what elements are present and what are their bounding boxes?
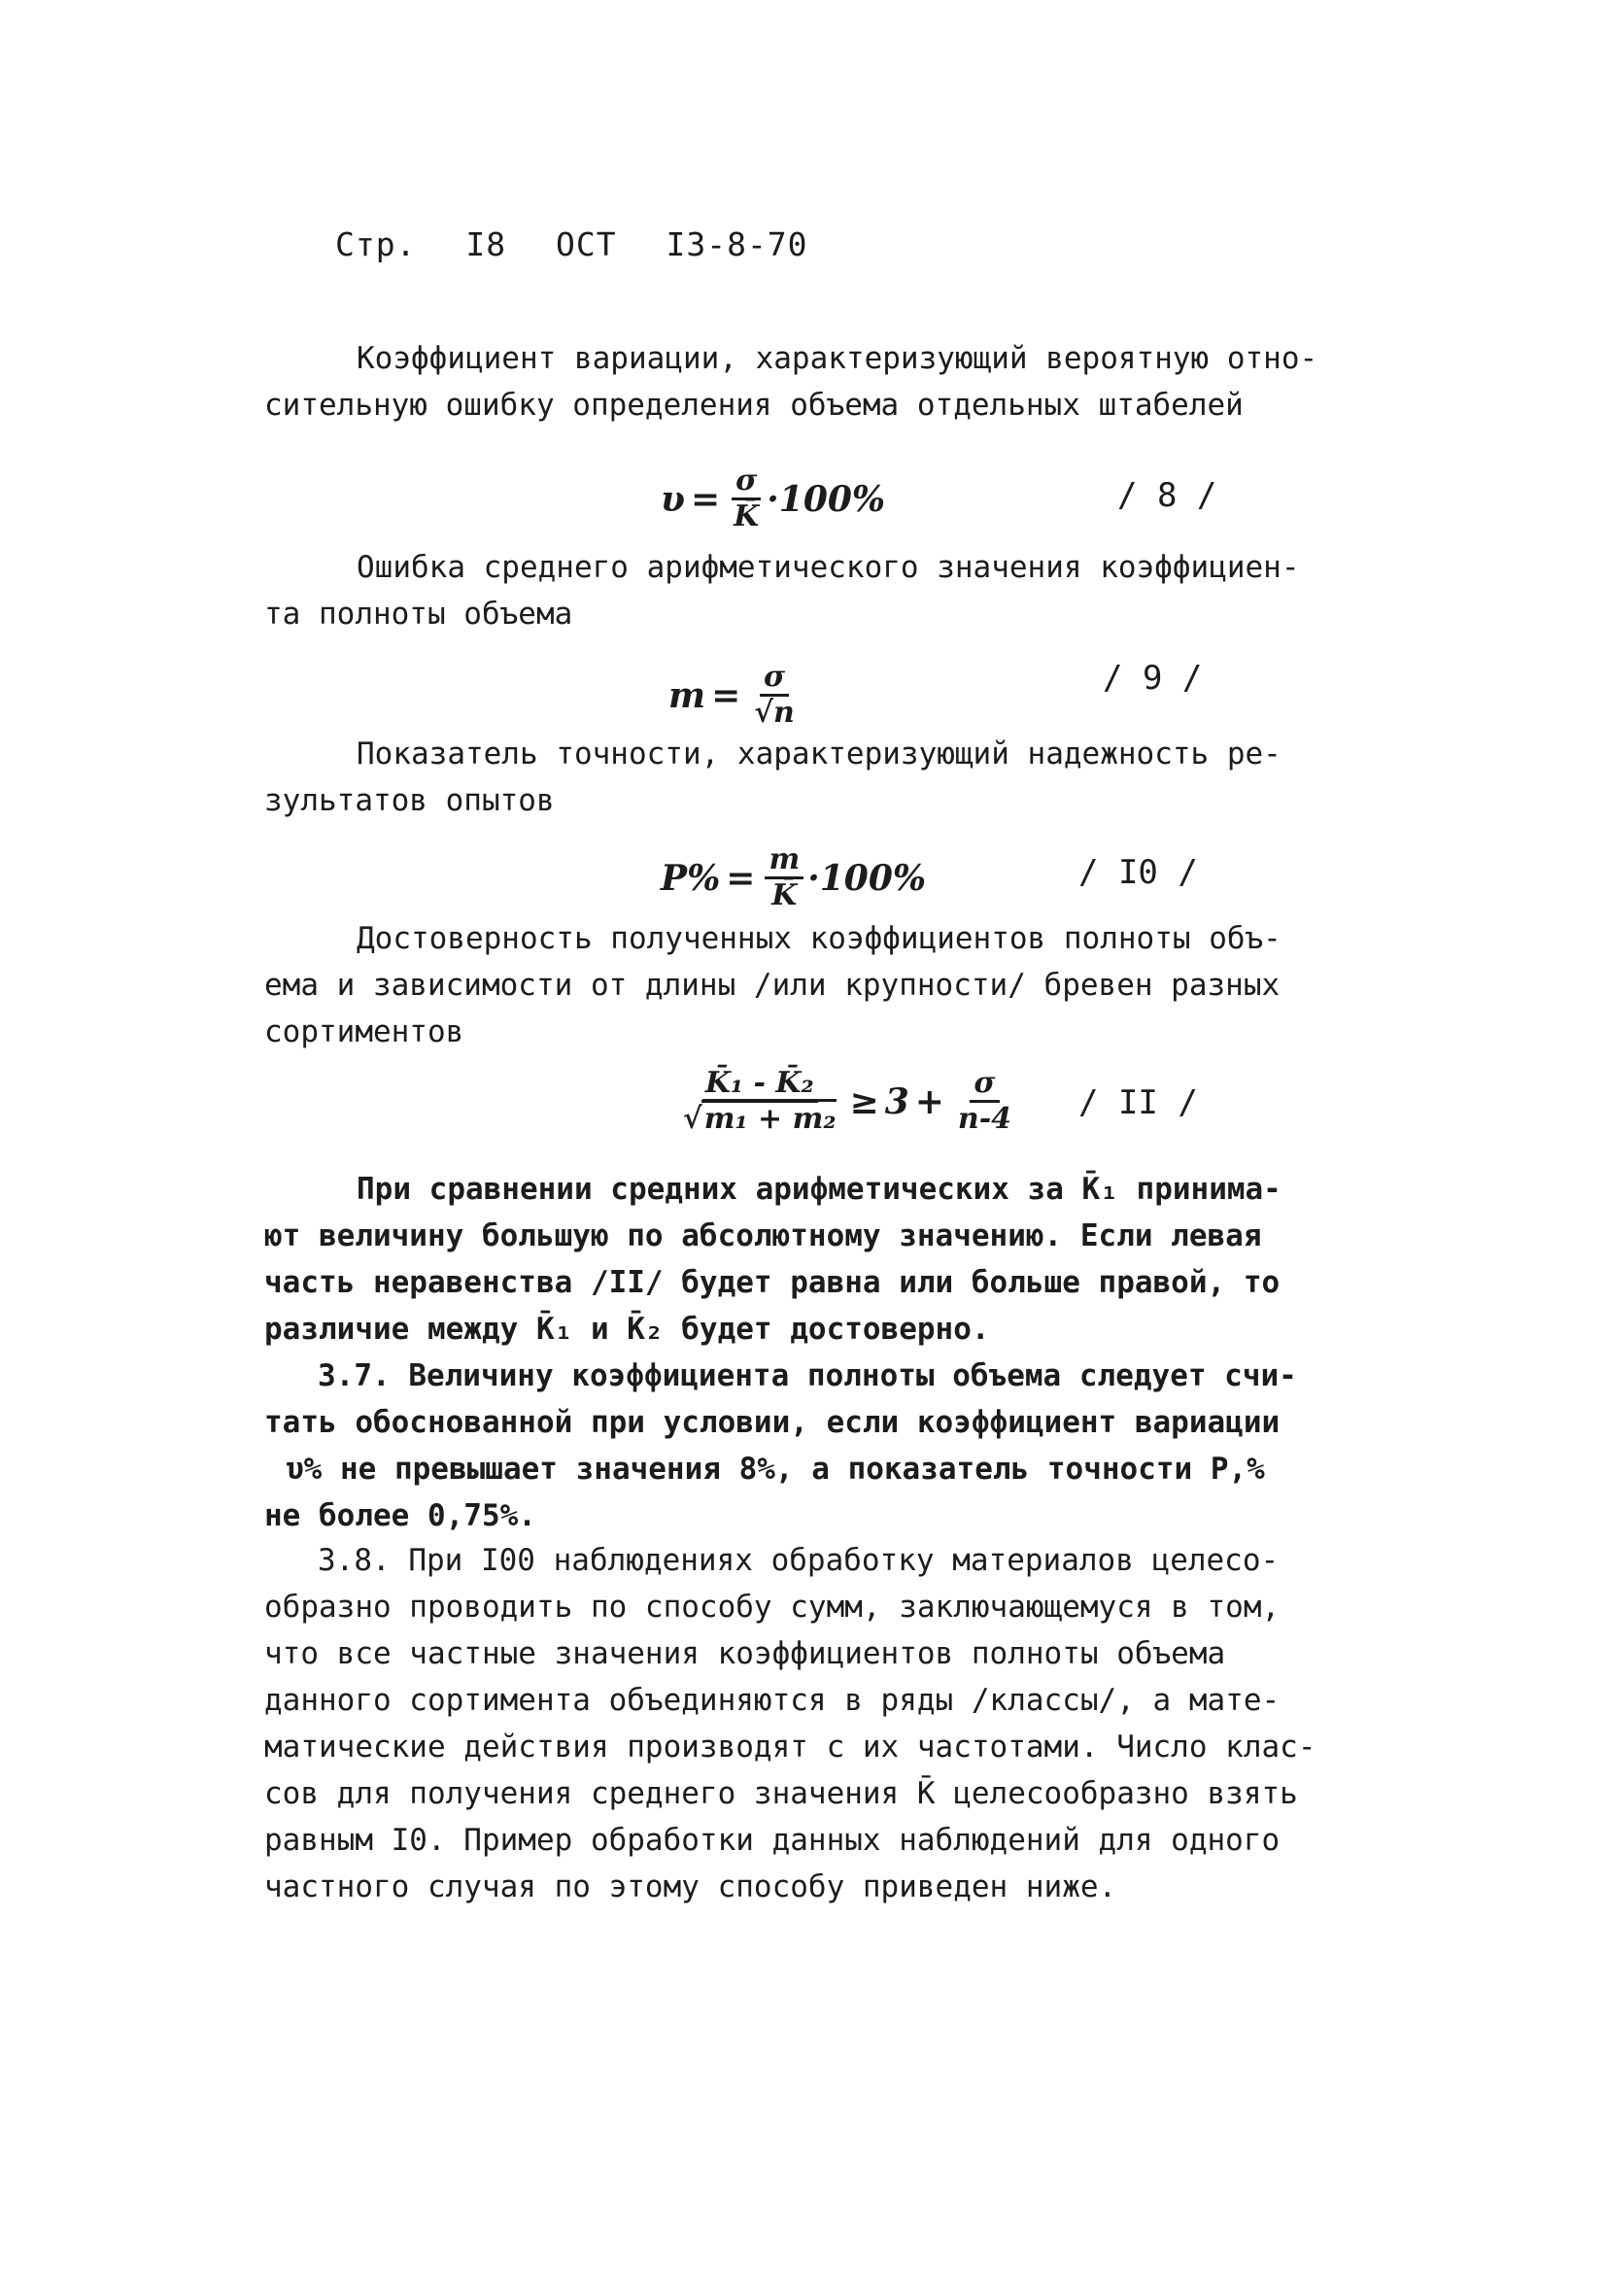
text-line: частного случая по этому способу приведен ниже. bbox=[264, 1869, 1117, 1904]
formula-fraction-2 bbox=[954, 1067, 1015, 1136]
fraction-numerator: σ bbox=[970, 1067, 999, 1103]
text-line: Ошибка среднего арифметического значения коэффициен- bbox=[357, 550, 1300, 585]
text-line: образно проводить по способу сумм, заключающемуся в том, bbox=[264, 1590, 1281, 1625]
fraction-numerator: K̄₁ - K̄₂ bbox=[701, 1067, 818, 1103]
standard-number: I3-8-70 bbox=[666, 225, 808, 263]
formula-tail: ·100% bbox=[807, 857, 927, 899]
text-line: ют величину большую по абсолютному значению. Если левая bbox=[264, 1218, 1262, 1253]
formula-three: 3 bbox=[884, 1080, 909, 1122]
text-line: данного сортимента объединяются в ряды /классы/, а мате- bbox=[264, 1683, 1281, 1718]
formula-11-number: / II / bbox=[1078, 1083, 1198, 1122]
text-line: Показатель точности, характеризующий надежность ре- bbox=[357, 737, 1281, 771]
formula-8-number: / 8 / bbox=[1117, 476, 1217, 515]
text-line: ема и зависимости от длины /или крупности/ бревен разных bbox=[264, 968, 1281, 1003]
formula-fraction bbox=[730, 464, 763, 533]
formula-eq: = bbox=[690, 478, 721, 520]
page-number: I8 bbox=[465, 225, 507, 263]
fraction-denominator: √n bbox=[754, 696, 795, 730]
standard-label: ОСТ bbox=[555, 225, 617, 263]
paragraph-mean-error bbox=[264, 544, 1362, 637]
formula-lhs: m bbox=[668, 674, 706, 716]
text-line: сительную ошибку определения объема отдельных штабелей bbox=[264, 388, 1244, 423]
formula-eq: = bbox=[726, 857, 756, 899]
formula-fraction bbox=[679, 1067, 840, 1136]
text-line: различие между K̄₁ и K̄₂ будет достоверно. bbox=[264, 1312, 990, 1347]
text-line: та полноты объема bbox=[264, 597, 573, 632]
formula-9 bbox=[668, 661, 803, 730]
paragraph-comparison bbox=[264, 1166, 1362, 1353]
fraction-denominator: K̄ bbox=[734, 499, 760, 533]
page-header bbox=[335, 225, 837, 263]
formula-fraction bbox=[765, 843, 803, 912]
paragraph-3-7 bbox=[264, 1353, 1362, 1539]
formula-lhs: υ bbox=[661, 478, 685, 520]
text-line: зультатов опытов bbox=[264, 783, 555, 818]
text-line: не более 0,75%. bbox=[264, 1498, 536, 1533]
formula-fraction bbox=[750, 661, 799, 730]
formula-8 bbox=[661, 464, 885, 533]
text-line: υ% не превышает значения 8%, а показатель точности P,% bbox=[286, 1452, 1265, 1487]
formula-lhs: P% bbox=[661, 857, 721, 899]
fraction-numerator: σ bbox=[732, 464, 761, 500]
fraction-denominator: K̄ bbox=[771, 878, 798, 912]
text-line: часть неравенства /II/ будет равна или больше правой, то bbox=[264, 1265, 1281, 1300]
text-line: Коэффициент вариации, характеризующий вероятную отно- bbox=[357, 341, 1318, 376]
text-line: что все частные значения коэффициентов полноты объема bbox=[264, 1636, 1226, 1671]
text-line: матические действия производят с их частотами. Число клас- bbox=[264, 1730, 1316, 1765]
paragraph-accuracy-index bbox=[264, 731, 1362, 824]
paragraph-variation-coefficient bbox=[264, 335, 1362, 428]
formula-11 bbox=[675, 1067, 1019, 1136]
text-line: равным I0. Пример обработки данных наблюдений для одного bbox=[264, 1823, 1281, 1858]
formula-9-number: / 9 / bbox=[1103, 659, 1203, 698]
formula-plus: + bbox=[914, 1080, 944, 1122]
page-label: Стр. bbox=[335, 225, 417, 263]
formula-10-number: / I0 / bbox=[1078, 853, 1198, 892]
fraction-denominator: √m₁ + m₂ bbox=[679, 1103, 840, 1136]
text-line: При сравнении средних арифметических за K̄₁ принима- bbox=[357, 1172, 1281, 1207]
sqrt-radicand: m₁ + m₂ bbox=[702, 1099, 837, 1136]
fraction-denominator: n-4 bbox=[957, 1102, 1012, 1136]
fraction-numerator: m bbox=[765, 843, 803, 879]
text-line: тать обоснованной при условии, если коэффициент вариации bbox=[264, 1405, 1281, 1440]
formula-geq: ≥ bbox=[849, 1080, 879, 1122]
paragraph-3-8 bbox=[264, 1537, 1362, 1910]
formula-tail: ·100% bbox=[767, 478, 886, 520]
paragraph-reliability bbox=[264, 915, 1362, 1055]
text-line: сортиментов bbox=[264, 1014, 464, 1049]
text-line: 3.8. При I00 наблюдениях обработку материалов целесо- bbox=[318, 1543, 1280, 1578]
text-line: 3.7. Величину коэффициента полноты объема следует счи- bbox=[318, 1358, 1297, 1393]
formula-10 bbox=[661, 843, 926, 912]
formula-eq: = bbox=[711, 674, 741, 716]
text-line: сов для получения среднего значения K̄ целесообразно взять bbox=[264, 1776, 1298, 1811]
text-line: Достоверность полученных коэффициентов полноты объ- bbox=[357, 921, 1281, 956]
fraction-numerator: σ bbox=[760, 661, 789, 697]
